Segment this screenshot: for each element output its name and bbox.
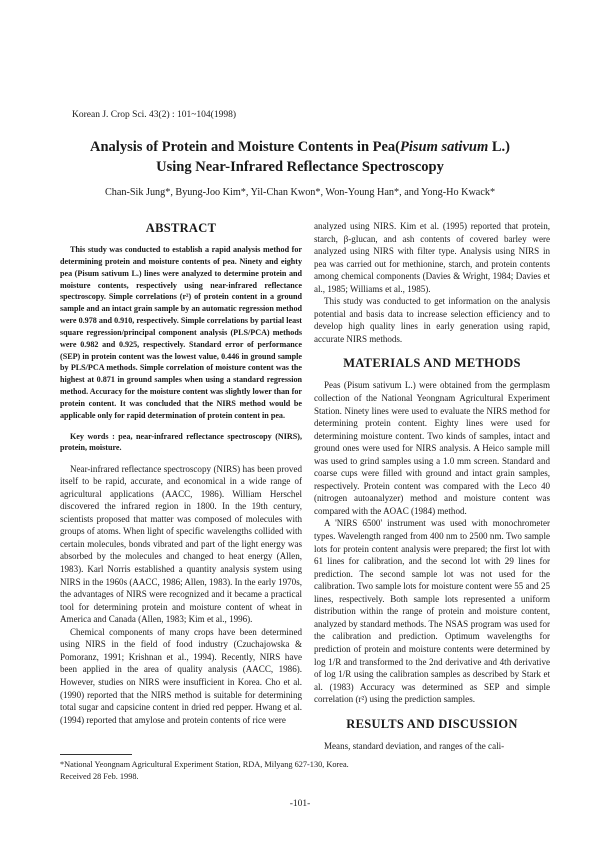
right-column <box>314 220 550 752</box>
methods-paragraph: A 'NIRS 6500' instrument was used with monochrometer types. Wavelength ranged from 400 nm to 2500 nm. Two sample lots for protein content analysis were prepared; the first lot with 61 lines for calibration, and the second lot with 29 lines for prediction. The second sample lot was not used for the calibration. Two sample lots for moisture content were 55 and 25 lines, respectively. Both sample lots represented a uniform distribution within the range of protein and moisture content, analyzed by standard methods. The NSAS program was used for the calibration and prediction. Optimum wavelengths for prediction of protein and moisture contents were determined by log 1/R and transformed to the 2nd derivative and 4th derivative of log 1/R using the calibration samples as described by Stark et al. (1983) Accuracy was determined as SEP and simple correlation (r²) using the prediction samples. <box>314 518 550 705</box>
footnote-rule <box>60 754 132 755</box>
intro-paragraph: Near-infrared reflectance spectroscopy (NIRS) has been proved itself to be rapid, accurate, and economical in a wide range of agricultural applications (AACC, 1986). William Herschel discovered the infrared region in 1800. In the 19th century, scientists proposed that matter was composed of molecules with groups of atoms. When light of specific wavelengths collided with certain molecules, bonds vibrated and part of the light energy was absorbed by the molecules and changed to heat energy (Allen, 1983). Karl Norris established a quantity analysis system using NIRS in the 1960s (AACC, 1986; Allen, 1983). In the early 1970s, the advantages of NIRS were recognized and it became a practical tool for determining protein and moisture content of wheat in America and Canada (Allen, 1983; Kim et al., 1996). <box>60 463 302 625</box>
abstract-body: This study was conducted to establish a rapid analysis method for determining protein and moisture contents of pea. Ninety and eighty pea (Pisum sativum L.) lines were analyzed to determine protein and moisture contents, respectively using near-infrared reflectance spectroscopy. Simple correlations (r²) of protein content in a ground sample and an intact grain sample by an automatic regression method were 0.978 and 0.910, respectively. Simple correlations by partial least square regression/principal component analysis (PLS/PCA) methods were 0.982 and 0.925, respectively. Standard error of performance (SEP) in protein content was the lowest value, 0.446 in ground sample by PLS/PCA methods. Simple correlation of moisture content was the highest at 0.871 in ground samples when using a standard regression method. Accuracy for the moisture content was slightly lower than for protein content. It was concluded that the NIRS method would be applicable only for rapid determination of protein content in pea. <box>60 245 302 420</box>
intro-continued: analyzed using NIRS. Kim et al. (1995) reported that protein, starch, β-glucan, and ash contents of covered barley were analyzed using NIRS with filter type. Analysis using NIRS in pea was carried out for methionine, starch, and protein contents among chemical components (Davies & Wright, 1984; Davies et al., 1985; Williams et al., 1985). <box>314 221 550 294</box>
methods-heading: MATERIALS AND METHODS <box>343 356 521 371</box>
methods-paragraph: Peas (Pisum sativum L.) were obtained from the germplasm collection of the National Yeongnam Agricultural Experiment Station. Ninety lines were used to evaluate the NIRS method for determining protein content. Eighty lines were used for determining moisture content. Two kinds of samples, intact and ground ones were used for NIRS analysis. A Heico sample mill was used to grind samples using a 1.0 mm screen. Standard and coarse cups were filled with ground and intact grain samples, respectively. Protein content was compared with the Leco 40 (nitrogen autoanalyzer) method and moisture content was compared with the AOAC (1984) method. <box>314 380 550 516</box>
title-species: Pisum sativum <box>400 139 489 155</box>
keywords: Key words : pea, near-infrared reflectance spectroscopy (NIRS), protein, moisture. <box>60 431 302 453</box>
author-list: Chan-Sik Jung*, Byung-Joo Kim*, Yil-Chan Kwon*, Won-Young Han*, and Yong-Ho Kwack* <box>104 187 496 198</box>
footnote-affiliation: *National Yeongnam Agricultural Experiment Station, RDA, Milyang 627-130, Korea. <box>60 760 349 769</box>
results-paragraph: Means, standard deviation, and ranges of the cali- <box>324 740 505 751</box>
title-part: L.) <box>488 139 510 155</box>
journal-citation: Korean J. Crop Sci. 43(2) : 101~104(1998) <box>72 110 236 120</box>
paper-title-line2: Using Near-Infrared Reflectance Spectroscopy <box>156 159 444 175</box>
results-heading: RESULTS AND DISCUSSION <box>346 716 518 731</box>
abstract-heading: ABSTRACT <box>145 221 217 235</box>
page-number: -101- <box>289 799 311 809</box>
title-part: Analysis of Protein and Moisture Contents in Pea( <box>90 139 401 155</box>
paper-title-line1 <box>40 137 560 157</box>
footnote-received: Received 28 Feb. 1998. <box>60 772 139 781</box>
left-column <box>60 220 302 726</box>
intro-paragraph: Chemical components of many crops have been determined using NIRS in the field of food industry (Czuchajowska & Pomoranz, 1991; Krishnan et al., 1994). Recently, NIRS have been applied in the area of quality analysis (AACC, 1986). However, studies on NIRS were insufficient in Korea. Cho et al. (1990) reported that the NIRS method is suitable for determining total sugar and capsicine content in dried red pepper. Hwang et al. (1994) reported that amylose and protein contents of rice were <box>60 626 302 725</box>
intro-paragraph: This study was conducted to get information on the analysis potential and basis data to increase selection efficiency and to develop high quality lines in early generation using rapid, accurate NIRS methods. <box>314 296 550 344</box>
